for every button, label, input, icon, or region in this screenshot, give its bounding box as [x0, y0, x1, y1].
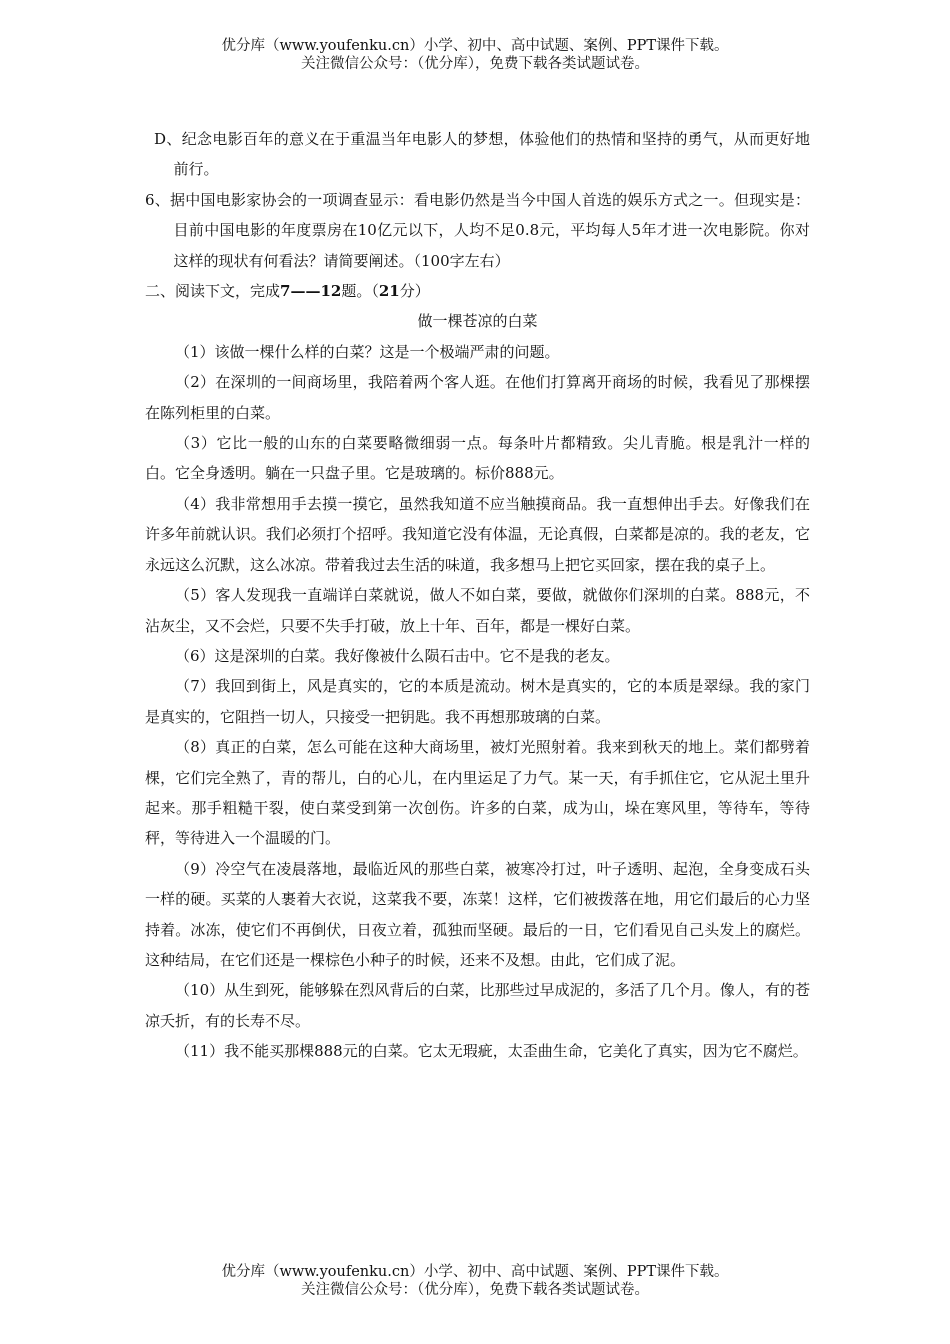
header-line-1: 优分库（www.youfenku.cn）小学、初中、高中试题、案例、PPT课件下载。: [221, 38, 729, 54]
footer-line-2: 关注微信公众号：（优分库），免费下载各类试题试卷。: [301, 1282, 649, 1298]
article-paragraph: （10）从生到死，能够躲在烈风背后的白菜，比那些过早成泥的，多活了几个月。像人，有的苍凉夭折，有的长寿不尽。: [145, 981, 810, 1030]
article-paragraph: （7）我回到街上，风是真实的，它的本质是流动。树木是真实的，它的本质是翠绿。我的家门是真实的，它阻挡一切人，只接受一把钥匙。我不再想那玻璃的白菜。: [145, 677, 810, 726]
option-d: D、纪念电影百年的意义在于重温当年电影人的梦想，体验他们的热情和坚持的勇气，从而更好地前行。: [154, 130, 810, 179]
page-footer: [0, 1263, 950, 1299]
section-2-score: 21: [378, 282, 400, 301]
question-6: 6、据中国电影家协会的一项调查显示：看电影仍然是当今中国人首选的娱乐方式之一。但现实是：目前中国电影的年度票房在10亿元以下，人均不足0.8元，平均每人5年才进一次电影院。你对这样的现状有何看法？请简要阐述。（100字左右）: [145, 190, 810, 270]
article-paragraph: （3）它比一般的山东的白菜要略微细弱一点。每条叶片都精致。尖儿青脆。根是乳汁一样的白。它全身透明。躺在一只盘子里。它是玻璃的。标价888元。: [145, 434, 810, 483]
article-paragraph: （6）这是深圳的白菜。我好像被什么陨石击中。它不是我的老友。: [175, 646, 620, 665]
article-paragraph: （2）在深圳的一间商场里，我陪着两个客人逛。在他们打算离开商场的时候，我看见了那棵摆在陈列柜里的白菜。: [145, 373, 810, 422]
article-title: 做一棵苍凉的白菜: [417, 312, 538, 331]
section-2-suffix: 分）: [399, 282, 430, 301]
article-paragraph: （4）我非常想用手去摸一摸它，虽然我知道不应当触摸商品。我一直想伸出手去。好像我们在许多年前就认识。我们必须打个招呼。我知道它没有体温，无论真假，白菜都是凉的。我的老友，它永远这么沉默，这么冰凉。带着我过去生活的味道，我多想马上把它买回家，摆在我的桌子上。: [145, 494, 810, 574]
article-paragraph: （1）该做一棵什么样的白菜？这是一个极端严肃的问题。: [175, 342, 560, 361]
section-2-heading: [145, 276, 810, 306]
section-2-range: 7——12: [280, 282, 342, 301]
section-2-mid: 题。（: [341, 282, 379, 301]
header-line-2: 关注微信公众号：（优分库），免费下载各类试题试卷。: [301, 56, 649, 72]
article-paragraph: （8）真正的白菜，怎么可能在这种大商场里，被灯光照射着。我来到秋天的地上。菜们都劈着棵，它们完全熟了，青的帮儿，白的心儿，在内里运足了力气。某一天，有手抓住它，它从泥土里升起来。那手粗糙干裂，使白菜受到第一次创伤。许多的白菜，成为山，垛在寒风里，等待车，等待秤，等待进入一个温暖的门。: [145, 738, 810, 848]
document-body: [145, 124, 810, 1067]
page-header: [0, 37, 950, 73]
article-paragraph: （9）冷空气在凌晨落地，最临近风的那些白菜，被寒冷打过，叶子透明、起泡，全身变成石头一样的硬。买菜的人裹着大衣说，这菜我不要，冻菜！这样，它们被拨落在地，用它们最后的心力坚持着。冰冻，使它们不再倒伏，日夜立着，孤独而坚硬。最后的一日，它们看见自己头发上的腐烂。这种结局，在它们还是一棵棕色小种子的时候，还来不及想。由此，它们成了泥。: [145, 859, 810, 969]
article-paragraph: （5）客人发现我一直端详白菜就说，做人不如白菜，要做，就做你们深圳的白菜。888元，不沾灰尘，又不会烂，只要不失手打破，放上十年、百年，都是一棵好白菜。: [145, 586, 810, 635]
footer-line-1: 优分库（www.youfenku.cn）小学、初中、高中试题、案例、PPT课件下载。: [221, 1264, 729, 1280]
section-2-prefix: 二、阅读下文，完成: [145, 282, 281, 301]
article-paragraph: （11）我不能买那棵888元的白菜。它太无瑕疵，太歪曲生命，它美化了真实，因为它不腐烂。: [175, 1042, 808, 1061]
